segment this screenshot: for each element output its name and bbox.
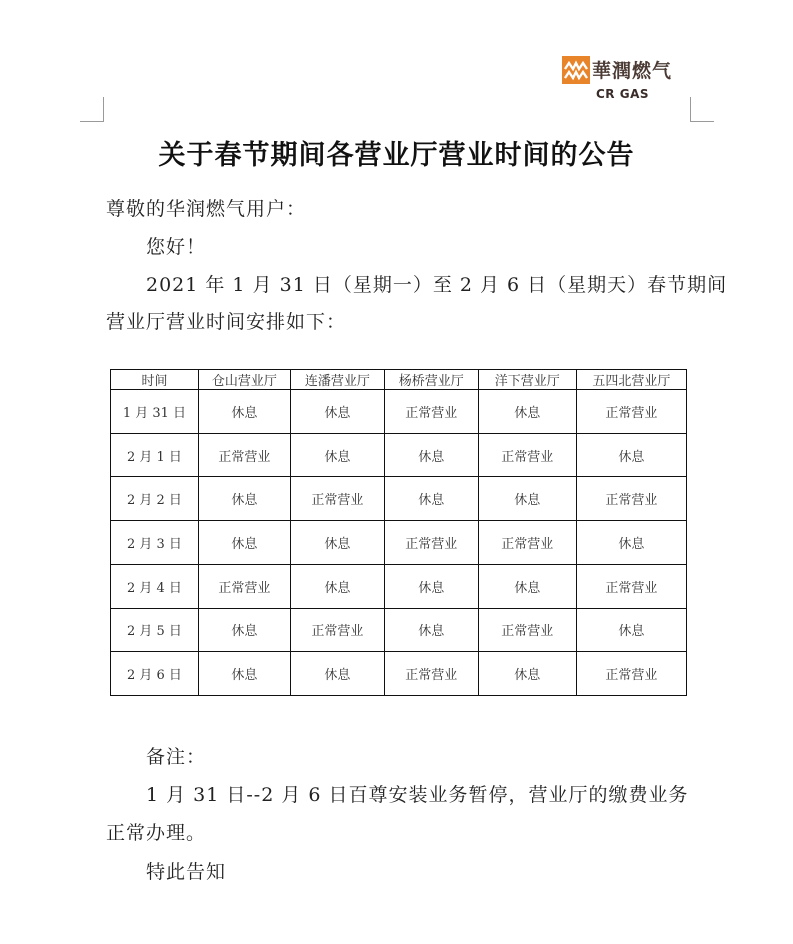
salutation: 尊敬的华润燃气用户： [106, 198, 307, 220]
intro-paragraph-line2: 营业厅营业时间安排如下： [106, 311, 347, 333]
status-cell: 正常营业 [384, 521, 478, 565]
status-cell: 休息 [290, 564, 384, 608]
cr-gas-logo-icon [562, 56, 590, 84]
header-lianpan: 连潘营业厅 [290, 370, 384, 390]
greeting: 您好！ [146, 236, 207, 258]
closing-text: 特此告知 [146, 861, 227, 883]
table-row [111, 390, 687, 434]
header-time: 时间 [111, 370, 199, 390]
status-cell: 正常营业 [478, 521, 576, 565]
status-cell: 休息 [198, 390, 290, 434]
status-cell: 正常营业 [576, 652, 686, 696]
intro-paragraph-line1: 2021 年 1 月 31 日（星期一）至 2 月 6 日（星期天）春节期间 [146, 274, 728, 296]
status-cell: 休息 [290, 390, 384, 434]
status-cell: 休息 [478, 652, 576, 696]
status-cell: 正常营业 [198, 564, 290, 608]
header-wusibei: 五四北营业厅 [576, 370, 686, 390]
status-cell: 休息 [198, 521, 290, 565]
status-cell: 休息 [198, 652, 290, 696]
document-title: 关于春节期间各营业厅营业时间的公告 [158, 140, 635, 171]
logo-english-name: CR GAS [596, 87, 650, 101]
status-cell: 休息 [198, 477, 290, 521]
date-cell: 2 月 1 日 [111, 433, 199, 477]
status-cell: 正常营业 [576, 390, 686, 434]
header-cangshan: 仓山营业厅 [198, 370, 290, 390]
date-cell: 2 月 6 日 [111, 652, 199, 696]
header-yangxia: 洋下营业厅 [478, 370, 576, 390]
status-cell: 休息 [576, 521, 686, 565]
status-cell: 正常营业 [478, 433, 576, 477]
status-cell: 休息 [576, 608, 686, 652]
status-cell: 休息 [576, 433, 686, 477]
crop-mark-right-horizontal [690, 121, 714, 122]
status-cell: 休息 [290, 521, 384, 565]
status-cell: 休息 [384, 477, 478, 521]
remark-line2: 正常办理。 [106, 822, 207, 844]
status-cell: 正常营业 [198, 433, 290, 477]
status-cell: 正常营业 [478, 608, 576, 652]
table-row [111, 433, 687, 477]
status-cell: 休息 [478, 564, 576, 608]
remark-label: 备注： [146, 746, 207, 768]
status-cell: 正常营业 [384, 390, 478, 434]
status-cell: 休息 [198, 608, 290, 652]
header-yangqiao: 杨桥营业厅 [384, 370, 478, 390]
date-cell: 2 月 4 日 [111, 564, 199, 608]
table-row [111, 564, 687, 608]
status-cell: 休息 [478, 477, 576, 521]
date-cell: 1 月 31 日 [111, 390, 199, 434]
status-cell: 正常营业 [290, 477, 384, 521]
status-cell: 正常营业 [290, 608, 384, 652]
status-cell: 休息 [290, 433, 384, 477]
table-row [111, 521, 687, 565]
date-cell: 2 月 3 日 [111, 521, 199, 565]
crop-mark-left-vertical [103, 97, 104, 121]
status-cell: 休息 [384, 433, 478, 477]
table-row [111, 608, 687, 652]
table-row [111, 652, 687, 696]
status-cell: 正常营业 [576, 564, 686, 608]
status-cell: 休息 [478, 390, 576, 434]
remark-line1: 1 月 31 日--2 月 6 日百尊安装业务暂停，营业厅的缴费业务 [146, 784, 689, 806]
table-row [111, 477, 687, 521]
table-header-row [111, 370, 687, 390]
status-cell: 休息 [384, 608, 478, 652]
date-cell: 2 月 5 日 [111, 608, 199, 652]
crop-mark-left-horizontal [80, 121, 104, 122]
status-cell: 正常营业 [576, 477, 686, 521]
date-cell: 2 月 2 日 [111, 477, 199, 521]
status-cell: 正常营业 [384, 652, 478, 696]
logo-chinese-name: 華潤燃气 [592, 60, 673, 82]
company-logo [562, 52, 692, 104]
schedule-table [110, 369, 687, 696]
status-cell: 休息 [384, 564, 478, 608]
status-cell: 休息 [290, 652, 384, 696]
